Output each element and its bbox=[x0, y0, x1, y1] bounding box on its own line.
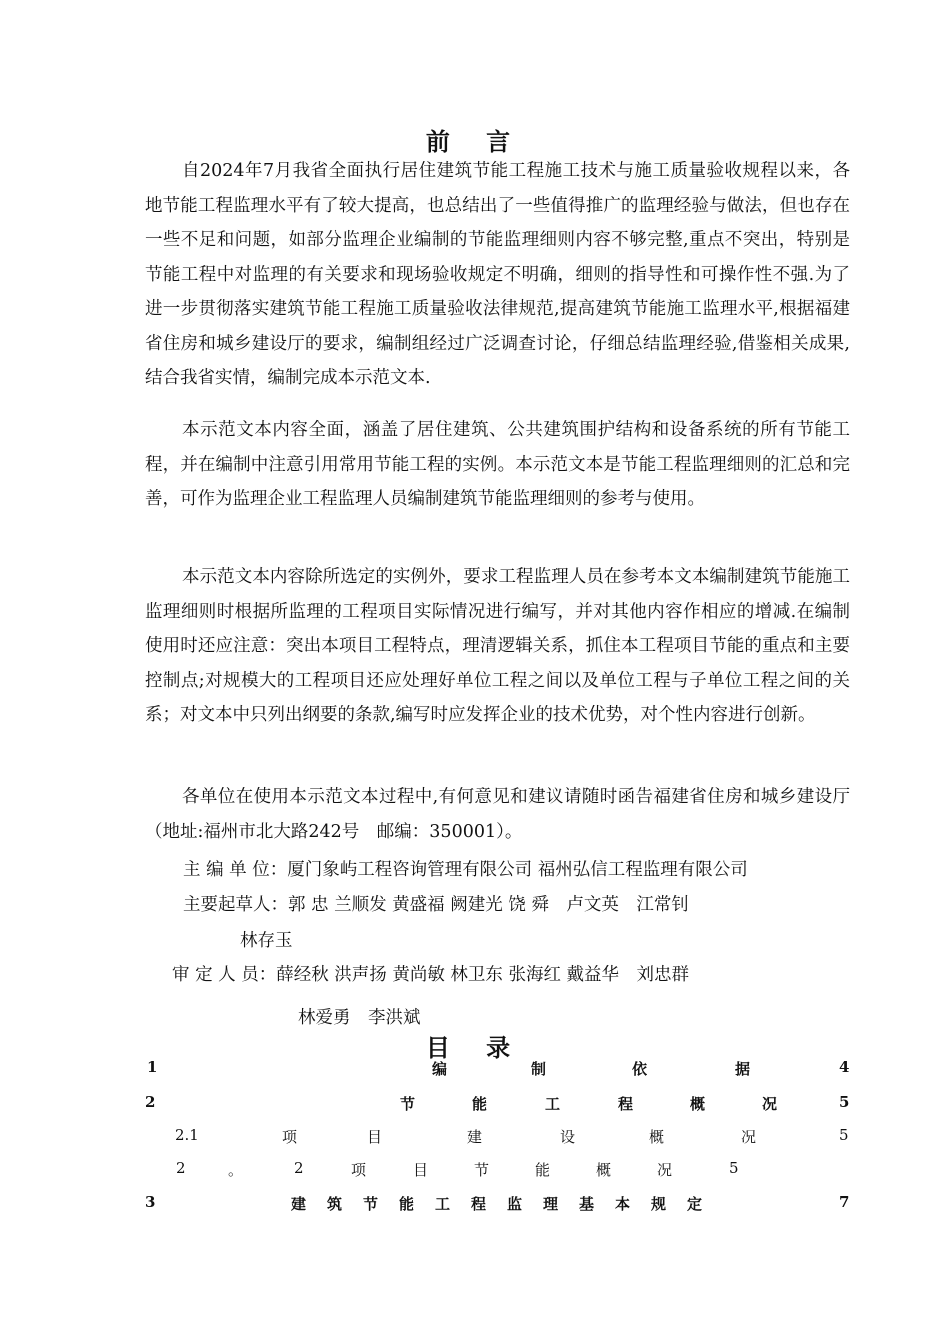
toc-entry-char: 建 bbox=[291, 1195, 307, 1213]
toc-entry-char: 能 bbox=[399, 1195, 415, 1213]
toc-entry[interactable] bbox=[145, 1193, 850, 1213]
toc-entry-char: 理 bbox=[543, 1195, 559, 1213]
toc-entry-char: 筑 bbox=[327, 1195, 343, 1213]
toc-entry-char: 工 bbox=[435, 1195, 451, 1213]
toc-entry-number: 2 bbox=[176, 1159, 186, 1177]
toc-entry-char: 目 bbox=[367, 1128, 383, 1146]
toc-entry-char: 概 bbox=[596, 1161, 612, 1179]
toc-entry-page: 4 bbox=[839, 1058, 850, 1076]
reviewers-line-continued: 林爱勇 李洪斌 bbox=[298, 1008, 421, 1028]
toc-entry-char: 况 bbox=[762, 1095, 778, 1113]
toc-entry-char: 基 bbox=[579, 1195, 595, 1213]
toc-entry-char: 况 bbox=[741, 1128, 757, 1146]
editor-unit-line: 主 编 单 位：厦门象屿工程咨询管理有限公司 福州弘信工程监理有限公司 bbox=[183, 860, 748, 880]
toc-entry-char: 况 bbox=[657, 1161, 673, 1179]
toc-entry-char: 节 bbox=[474, 1161, 490, 1179]
preface-paragraph-3: 本示范文本内容除所选定的实例外，要求工程监理人员在参考本文本编制建筑节能施工监理细则时根据所监理的工程项目实际情况进行编写，并对其他内容作相应的增减.在编制使用时还应注意：突出本项目工程特点，理清逻辑关系，抓住本工程项目节能的重点和主要控制点;对规模大的工程项目还应处理好单位工程之间以及单位工程与子单位工程之间的关系；对文本中只列出纲要的条款,编写时应发挥企业的技术优势，对个性内容进行创新。 bbox=[145, 567, 850, 725]
toc-entry-char: 能 bbox=[535, 1161, 551, 1179]
toc-entry-char: 编 bbox=[432, 1060, 448, 1078]
toc-entry[interactable] bbox=[145, 1126, 850, 1146]
drafters-line: 主要起草人：郭 忠 兰顺发 黄盛福 阙建光 饶 舜 卢文英 江常钊 bbox=[183, 895, 689, 915]
preface-paragraph-1: 自2024年7月我省全面执行居住建筑节能工程施工技术与施工质量验收规程以来，各地节能工程监理水平有了较大提高，也总结出了一些值得推广的监理经验与做法，但也存在一些不足和问题，如部分监理企业编制的节能监理细则内容不够完整,重点不突出，特别是节能工程中对监理的有关要求和现场验收规定不明确，细则的指导性和可操作性不强.为了进一步贯彻落实建筑节能工程施工质量验收法律规范,提高建筑节能施工监理水平,根据福建省住房和城乡建设厅的要求，编制组经过广泛调查讨论，仔细总结监理经验,借鉴相关成果,结合我省实情，编制完成本示范文本. bbox=[145, 161, 850, 388]
reviewers-line: 审 定 人 员：薛经秋 洪声扬 黄尚敏 林卫东 张海红 戴益华 刘忠群 bbox=[172, 965, 689, 985]
toc-entry-number: 2 bbox=[145, 1093, 156, 1111]
toc-entry-page: 5 bbox=[839, 1126, 849, 1144]
toc-entry-char: 程 bbox=[471, 1195, 487, 1213]
toc-entry-char: 定 bbox=[687, 1195, 703, 1213]
toc-entry[interactable] bbox=[145, 1058, 850, 1078]
toc-entry-char: 项 bbox=[351, 1161, 367, 1179]
toc-entry-char: 能 bbox=[472, 1095, 488, 1113]
toc-entry-char: 节 bbox=[400, 1095, 416, 1113]
toc-entry-number: 2.1 bbox=[175, 1126, 199, 1144]
toc-entry-char: 建 bbox=[467, 1128, 483, 1146]
toc-title: 目 录 bbox=[425, 1033, 525, 1062]
toc-entry-char: 。 bbox=[228, 1161, 244, 1179]
toc-entry-char: 程 bbox=[618, 1095, 634, 1113]
toc-entry-number: 1 bbox=[147, 1058, 158, 1076]
toc-entry-page: 5 bbox=[839, 1093, 850, 1111]
toc-entry-number: 3 bbox=[145, 1193, 156, 1211]
toc-entry-char: 规 bbox=[651, 1195, 667, 1213]
toc-entry-char: 据 bbox=[735, 1060, 751, 1078]
toc-entry-char: 依 bbox=[632, 1060, 648, 1078]
toc-entry-char: 设 bbox=[560, 1128, 576, 1146]
toc-entry-char: 项 bbox=[282, 1128, 298, 1146]
toc-entry-char: 监 bbox=[507, 1195, 523, 1213]
toc-entry-page: 5 bbox=[729, 1159, 739, 1177]
toc-entry-char: 本 bbox=[615, 1195, 631, 1213]
toc-entry-char: 概 bbox=[690, 1095, 706, 1113]
toc-entry-char: 概 bbox=[649, 1128, 665, 1146]
toc-entry[interactable] bbox=[145, 1159, 850, 1179]
toc-entry-char: 目 bbox=[413, 1161, 429, 1179]
preface-paragraph-2: 本示范文本内容全面，涵盖了居住建筑、公共建筑围护结构和设备系统的所有节能工程，并在编制中注意引用常用节能工程的实例。本示范文本是节能工程监理细则的汇总和完善，可作为监理企业工程监理人员编制建筑节能监理细则的参考与使用。 bbox=[145, 420, 850, 509]
toc-entry-char: 工 bbox=[545, 1095, 561, 1113]
toc-entry[interactable] bbox=[145, 1093, 850, 1113]
preface-title: 前 言 bbox=[425, 127, 525, 156]
toc-entry-char: 制 bbox=[531, 1060, 547, 1078]
preface-paragraph-4: 各单位在使用本示范文本过程中,有何意见和建议请随时函告福建省住房和城乡建设厅（地址:福州市北大路242号 邮编：350001）。 bbox=[145, 787, 850, 842]
toc-entry-page: 7 bbox=[839, 1193, 850, 1211]
toc-entry-char: 2 bbox=[294, 1159, 304, 1177]
drafters-line-continued: 林存玉 bbox=[240, 931, 293, 951]
toc-entry-char: 节 bbox=[363, 1195, 379, 1213]
